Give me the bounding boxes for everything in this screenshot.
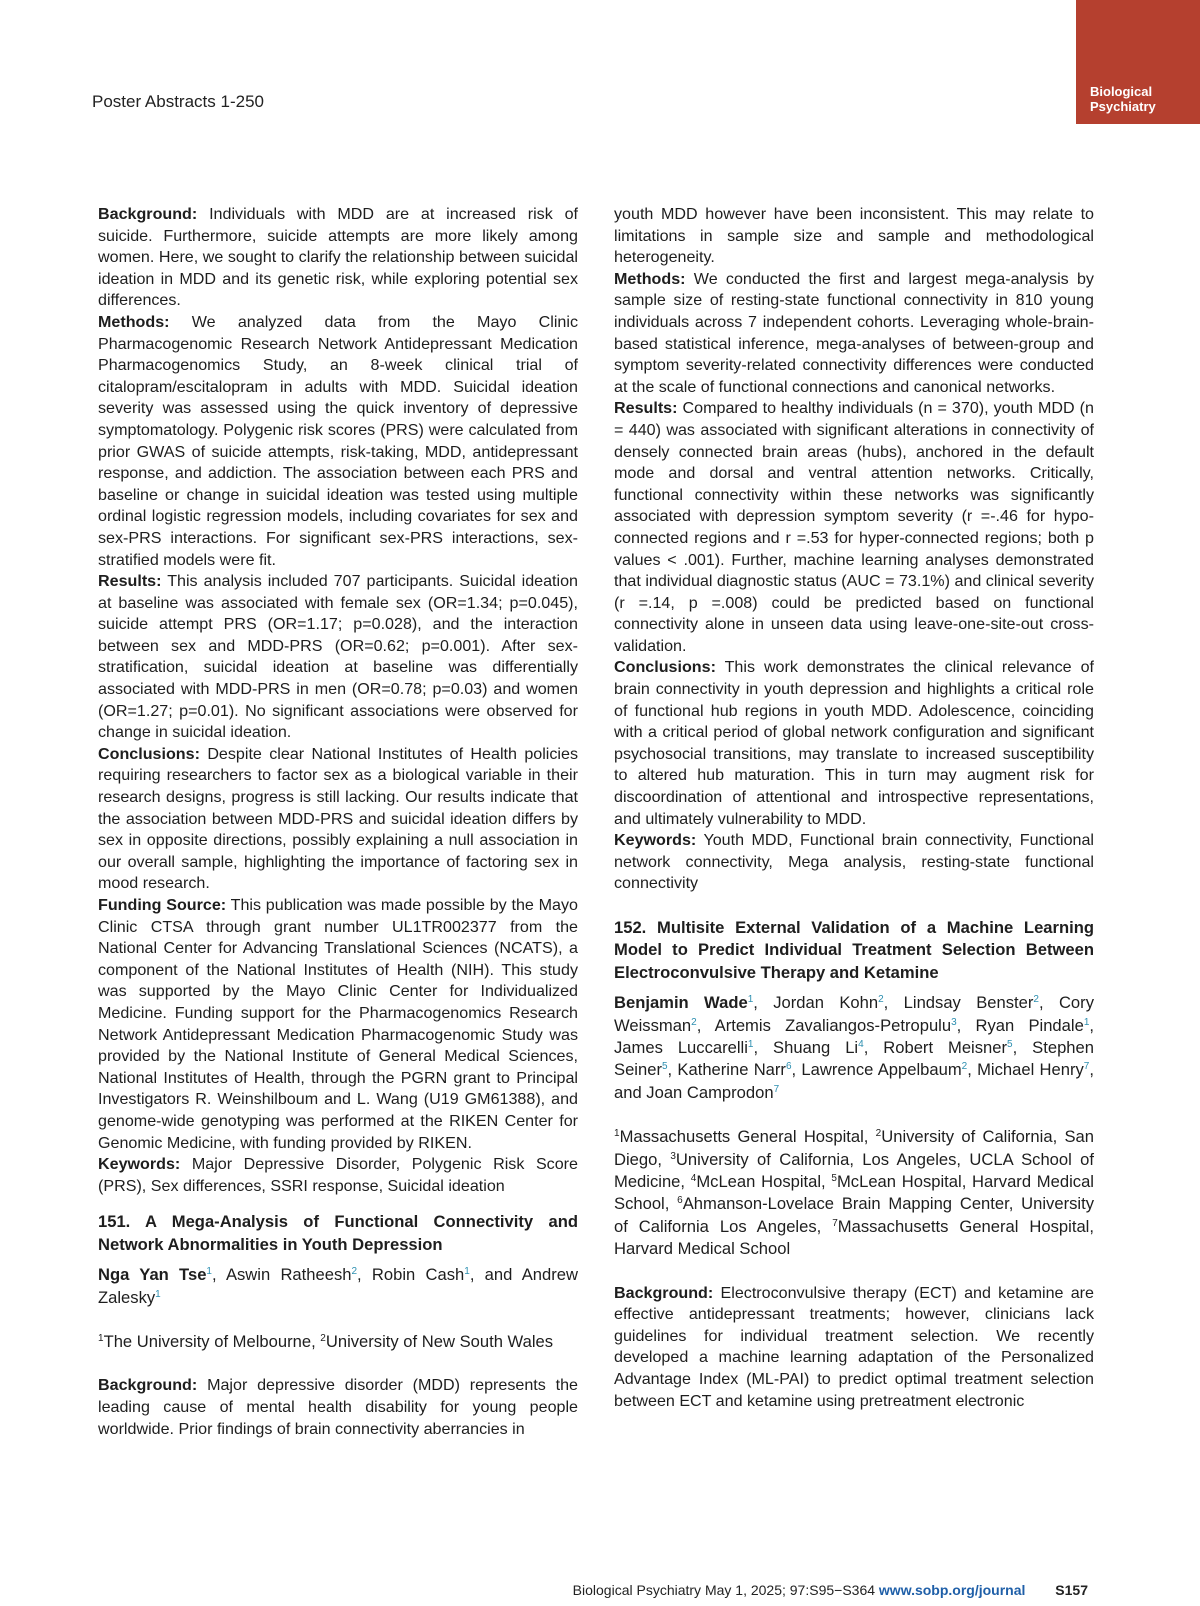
section-label: Keywords: [614,831,697,850]
article151-title: 151. A Mega-Analysis of Functional Connectivity and Network Abnormalities in Youth Depression [98,1212,578,1254]
article152-title: 152. Multisite External Validation of a Machine Learning Model to Predict Individual Treatment Selection Between Electroconvulsive Therapy and Ketamine [614,918,1094,982]
author-name: Katherine Narr [677,1060,786,1080]
author-separator: , [956,1015,976,1035]
author-name: Shuang Li [773,1038,859,1058]
section-text: Major Depressive Disorder, Polygenic Risk Score (PRS), Sex differences, SSRI response, Suicidal ideation [98,1155,578,1195]
article151-continuation: youth MDD however have been inconsistent. This may relate to limitations in sample size and sample and methodological heterogeneity. [614,205,1094,267]
article151-affiliations [98,1331,578,1353]
section-text: This work demonstrates the clinical relevance of brain connectivity in youth depression and highlights a critical role of functional hub regions in youth MDD. Adolescence, coinciding with a critical period of global network configuration and significant psychosocial transitions, may translate to increased susceptibility to altered hub maturation. This in turn may augment risk for discoordination of attentional and introspective representations, and ultimately vulnerability to MDD. [614,658,1094,828]
author-name: Robert Meisner [883,1038,1008,1058]
affiliation-text: Ahmanson-Lovelace Brain Mapping Center, University of California Los Angeles, [614,1194,1094,1236]
author-separator: , [791,1060,802,1080]
affiliation-text: University of California, Los Angeles, UCLA School of Medicine, [614,1149,1094,1192]
affiliation-marker: 1 [98,1332,104,1344]
author-name: Cory Weissman [614,993,1094,1035]
author-separator: , [211,1265,226,1285]
affiliation-marker: 7 [773,1083,780,1095]
article151-background [98,1375,578,1440]
author-name: Joan Camprodon [646,1082,774,1102]
section-label: Results: [98,572,162,591]
author-separator: , [357,1265,372,1285]
section-text: This analysis included 707 participants. Suicidal ideation at baseline was associated with female sex (OR=1.34; p=0.045), suicide attempt PRS (OR=1.17; p=0.028), and the interaction between sex and MDD-PRS (OR=0.62; p=0.001). After sex-stratification, suicidal ideation at baseline was differentially associated with MDD-PRS in men (OR=0.78; p=0.03) and women (OR=1.27; p=0.01). No significant associations were observed for change in suicidal ideation. [98,572,578,742]
section-label: Results: [614,399,678,418]
page-number: S157 [1055,1582,1088,1598]
journal-tab-badge [1076,0,1200,124]
affiliation-marker: 3 [951,1016,957,1028]
section-label: Background: [614,1283,714,1302]
affiliation-text: Massachusetts General Hospital, [619,1127,876,1147]
section-text: Youth MDD, Functional brain connectivity, Functional network connectivity, Mega analysis, resting-state functional connectivity [614,831,1094,893]
author-name: Jordan Kohn [773,993,879,1013]
article152-authors [614,992,1094,1104]
left-column [98,204,578,1440]
running-head: Poster Abstracts 1-250 [92,92,264,111]
section-text: Major depressive disorder (MDD) represents the leading cause of mental health disability for young people worldwide. Prior findings of brain connectivity aberrancies in [98,1376,578,1438]
author-name: Ryan Pindale [975,1015,1084,1035]
affiliation-text: McLean Hospital, Harvard Medical School, [614,1172,1094,1214]
page-footer [573,1582,1088,1598]
affiliation-marker: 2 [351,1266,358,1278]
affiliation-marker: 6 [785,1061,792,1073]
affiliation-text: McLean Hospital, [696,1172,832,1192]
author-name: Lindsay Benster [903,993,1034,1013]
abstract150-methods [98,312,578,571]
author-separator: , [667,1060,678,1080]
author-name: Benjamin Wade [614,993,748,1013]
section-text: We analyzed data from the Mayo Clinic Pharmacogenomic Research Network Antidepressant Medication Pharmacogenomics Study, an 8-week clinical trial of citalopram/escitalopram in adults with MDD. Suicidal ideation severity was assessed using the quick inventory of depressive symptomatology. Polygenic risk scores (PRS) were calculated from prior GWAS of suicide attempts, risk-taking, MDD, antidepressant response, and addiction. The association between each PRS and baseline or change in suicidal ideation was tested using multiple ordinal logistic regression models, including covariates for sex and sex-PRS interactions. For significant sex-PRS interactions, sex-stratified models were fit. [98,312,578,569]
affiliation-marker: 1 [155,1288,161,1300]
section-label: Methods: [614,269,686,288]
affiliation-marker: 6 [677,1195,683,1207]
section-text: Compared to healthy individuals (n = 370), youth MDD (n = 440) was associated with significant alterations in connectivity of densely connected brain areas (hubs), anchored in the default mode and dorsal and ventral attention networks. Critically, functional connectivity within these networks was significantly associated with depression symptom severity (r =-.46 for hypo-connected regions and r =.53 for hyper-connected regions; both p values < .001). Further, machine learning analyses demonstrated that individual diagnostic status (AUC = 73.1%) and clinical severity (r =.14, p =.008) could be predicted based on functional connectivity alone in unseen data using leave-one-site-out cross-validation. [614,399,1094,655]
author-name: Lawrence Appelbaum [801,1060,962,1080]
section-text: Electroconvulsive therapy (ECT) and ketamine are effective antidepressant treatments; however, clinicians lack guidelines for individual treatment selection. We recently developed a machine learning adaptation of the Personalized Advantage Index (ML-PAI) to predict optimal treatment selection between ECT and ketamine using pretreatment electronic [614,1283,1094,1410]
affiliation-marker: 2 [1033,994,1039,1006]
section-label: Background: [98,1376,198,1395]
affiliation-marker: 5 [831,1173,837,1185]
affiliation-marker: 2 [961,1061,968,1073]
affiliation-marker: 7 [832,1217,838,1229]
affiliation-text: The University of Melbourne, [103,1331,321,1351]
author-separator: , [753,1038,774,1058]
article151-keywords [614,830,1094,895]
section-text: Individuals with MDD are at increased risk of suicide. Furthermore, suicide attempts are more likely among women. Here, we sought to clarify the relationship between suicidal ideation in MDD and its genetic risk, while exploring potential sex differences. [98,205,578,310]
affiliation-marker: 2 [320,1332,326,1344]
author-name: James Luccarelli [614,1038,748,1058]
author-name: Nga Yan Tse [98,1265,207,1285]
abstract150-conclusions [98,744,578,895]
author-separator: , [696,1015,715,1035]
article151-results [614,398,1094,657]
section-text: Despite clear National Institutes of Health policies requiring researchers to factor sex as a biological variable in their research designs, progress is still lacking. Our results indicate that the association between MDD-PRS and suicidal ideation differs by sex in opposite directions, possibly explaining a null association in our overall sample, highlighting the importance of factoring sex in mood research. [98,744,578,893]
author-separator: , [967,1060,978,1080]
affiliation-marker: 1 [747,994,754,1006]
author-separator: , and [469,1265,522,1285]
section-label: Funding Source: [98,896,227,914]
article151-authors [98,1264,578,1309]
author-name: Michael Henry [977,1060,1084,1080]
author-separator: , [883,993,904,1013]
author-separator: , and [614,1060,1094,1102]
affiliation-marker: 3 [670,1150,676,1162]
affiliation-marker: 1 [747,1039,754,1051]
affiliation-marker: 5 [1007,1039,1013,1051]
abstract150-funding [98,895,578,1154]
journal-tab-line-1: Biological [1090,84,1153,99]
abstract150-keywords [98,1154,578,1197]
affiliation-text: Massachusetts General Hospital, Harvard Medical School [614,1216,1094,1259]
author-name: Stephen Seiner [614,1038,1094,1080]
footer-citation: Biological Psychiatry May 1, 2025; 97:S95−S364 [572,1582,876,1598]
affiliation-text: University of New South Wales [325,1331,554,1351]
footer-journal-link[interactable]: www.sobp.org/journal [878,1582,1026,1598]
author-separator: , [1089,1015,1094,1035]
author-separator: , [1038,993,1059,1013]
section-label: Keywords: [98,1155,181,1174]
author-name: Aswin Ratheesh [225,1265,352,1285]
article152-background [614,1283,1094,1413]
right-column [614,204,1094,1412]
section-text: We conducted the first and largest mega-analysis by sample size of resting-state functional connectivity in 810 young individuals across 7 independent cohorts. Leveraging whole-brain-based statistical inference, mega-analyses of between-group and symptom severity-related connectivity differences were conducted at the scale of functional connections and canonical networks. [614,269,1094,396]
abstract150-background [98,204,578,312]
article152-affiliations [614,1126,1094,1260]
affiliation-text: University of California, San Diego, [614,1127,1094,1169]
affiliation-marker: 4 [690,1173,697,1185]
author-name: Andrew Zalesky [98,1265,578,1307]
section-label: Conclusions: [614,658,716,677]
affiliation-marker: 1 [464,1266,470,1278]
author-separator: , [753,993,774,1013]
journal-tab-line-2: Psychiatry [1090,99,1156,114]
section-text: This publication was made possible by the Mayo Clinic CTSA through grant number UL1TR002377 from the National Center for Advancing Translational Sciences (NCATS), a component of the National Institutes of Health (NIH). This study was supported by the Mayo Clinic Center for Individualized Medicine. Funding support for the Pharmacogenomics Research Network Antidepressant Medication Pharmacogenomic Study was provided by the National Institute of General Medical Sciences, National Institutes of Health, through the PGRN grant to Principal Investigators R. Weinshilboum and L. Wang (U19 GM61388), and genome-wide genotyping was performed at the RIKEN Center for Genomic Medicine, with funding provided by RIKEN. [98,896,578,1152]
section-label: Conclusions: [98,744,200,763]
article151-methods [614,269,1094,399]
author-name: Artemis Zavaliangos-Petropulu [714,1015,952,1035]
abstract150-results [98,571,578,744]
affiliation-marker: 2 [875,1128,882,1140]
affiliation-marker: 5 [661,1061,668,1073]
author-separator: , [1012,1038,1033,1058]
section-label: Background: [98,205,198,223]
affiliation-marker: 7 [1083,1061,1090,1073]
article151-conclusions [614,657,1094,830]
affiliation-marker: 4 [858,1039,864,1051]
affiliation-marker: 2 [878,994,884,1006]
author-separator: , [863,1038,884,1058]
section-label: Methods: [98,312,170,331]
affiliation-marker: 1 [1083,1016,1090,1028]
affiliation-marker: 2 [691,1016,697,1028]
affiliation-marker: 1 [614,1128,620,1140]
author-name: Robin Cash [371,1265,465,1285]
affiliation-marker: 1 [206,1266,212,1278]
